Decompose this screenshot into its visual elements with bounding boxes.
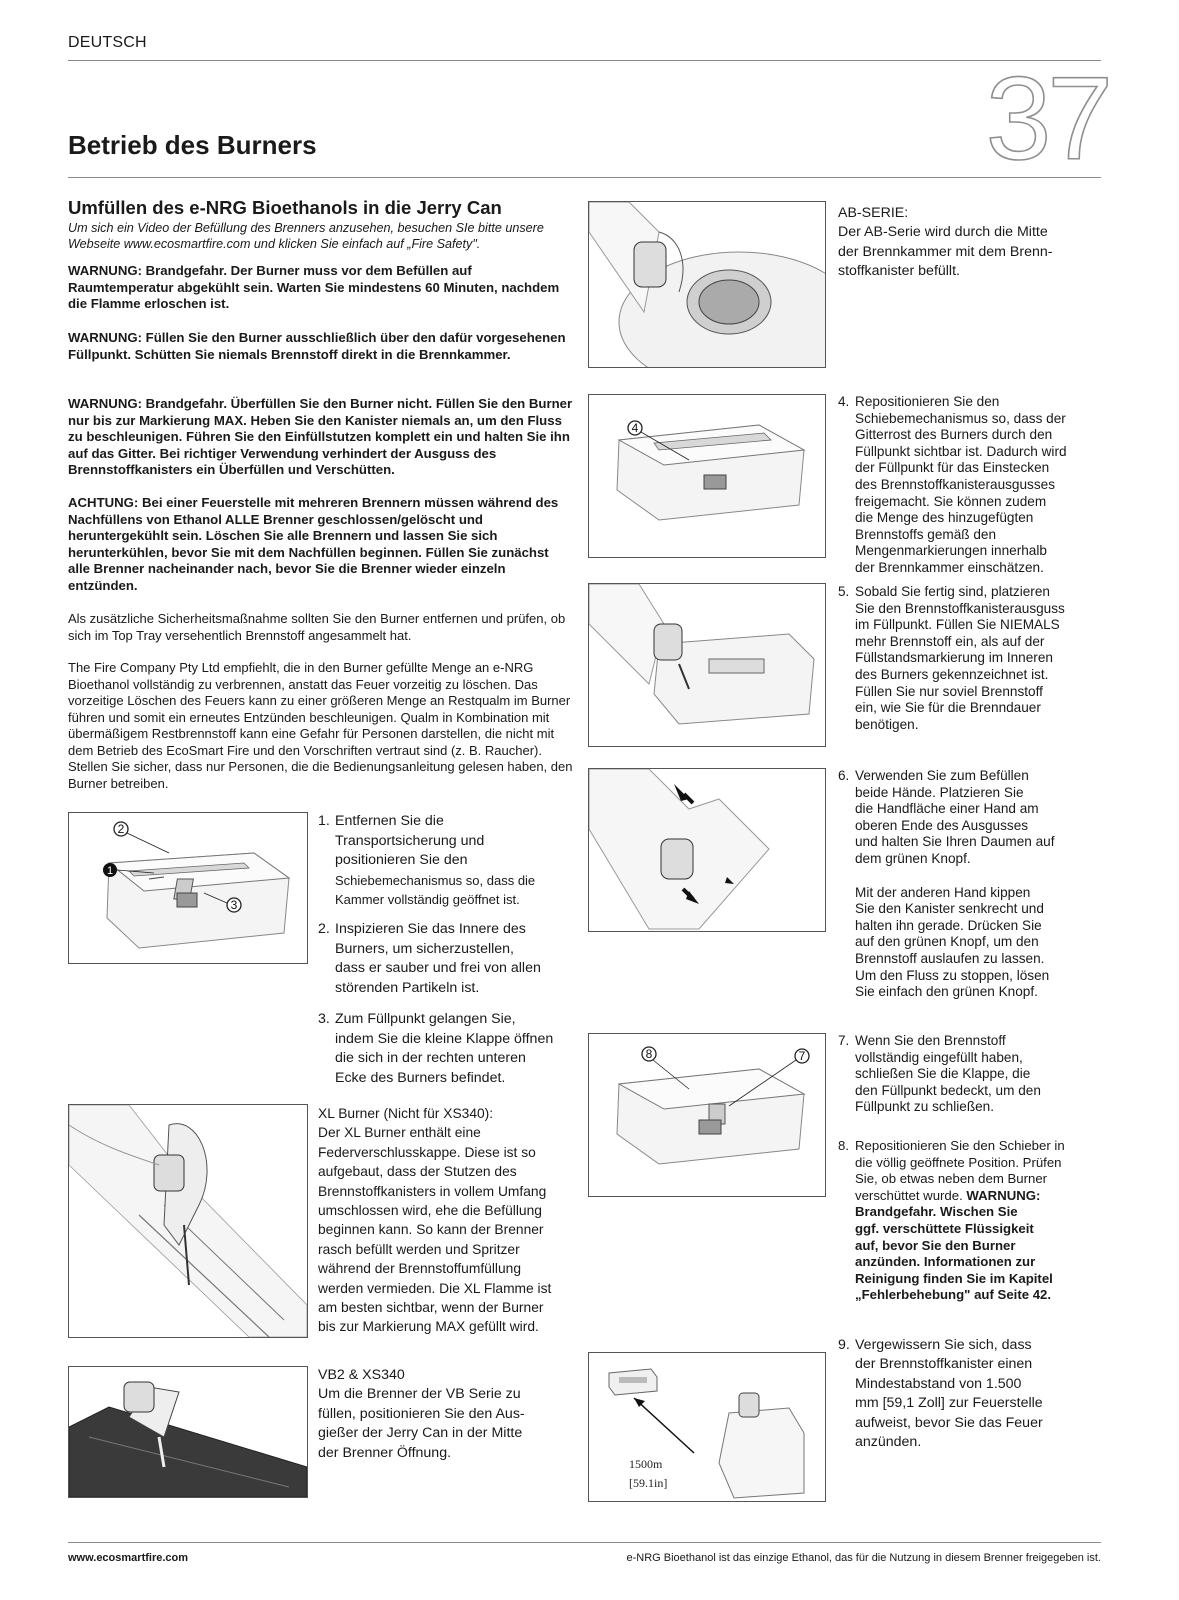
figure-step-6 [588, 768, 826, 932]
step-9: 9. Vergewissern Sie sich, dass der Brennstoffkanister einen Mindestabstand von 1.500 mm [59,1 Zoll] zur Feuerstelle aufweist, bevor Sie das Feuer anzünden. [838, 1337, 1043, 1451]
svg-text:7: 7 [798, 1049, 806, 1063]
paragraph-recommendation: The Fire Company Pty Ltd empfiehlt, die in den Burner gefüllte Menge an e-NRG Bioethanol vollständig zu verbrennen, anstatt das Feuer vorzeitig zu löschen. Das vorzeitige Löschen des Feuers kann zu einer größeren Menge an Restqualm im Burner führen und somit ein erneutes Entzünden beschleunigen. Qualm in Kombination mit übermäßigem Restbrennstoff kann eine Gefahr für Personen darstellen, die nicht mit dem Betrieb des EcoSmart Fire und den Vorschriften vertraut sind (z. B. Raucher). Stellen Sie sicher, dass nur Personen, die die Bedienungsanleitung gelesen haben, den Burner betreiben. [68, 660, 573, 791]
header-rule [68, 60, 1101, 61]
warning-1: WARNUNG: Brandgefahr. Der Burner muss vor dem Befüllen auf Raumtemperatur abgekühlt sein. Warten Sie mindestens 60 Minuten, nachdem die Flamme erloschen ist. [68, 263, 560, 312]
step-1: 1. Entfernen Sie die Transportsicherung und positionieren Sie den Schiebemechanismus so, dass die Kammer vollständig geöffnet ist. [318, 813, 536, 907]
figure-vb2 [68, 1366, 308, 1498]
svg-text:3: 3 [230, 898, 238, 912]
intro-text: Um sich ein Video der Befüllung des Brenners anzusehen, besuchen SIe bitte unsere Webseite www.ecosmartfire.com und klicken Sie einfach auf „Fire Safety". [68, 221, 544, 251]
figure-step-4 [588, 394, 826, 558]
step-3: 3. Zum Füllpunkt gelangen Sie, indem Sie die kleine Klappe öffnen die sich in der rechten unteren Ecke des Burners befindet. [318, 1011, 554, 1086]
badge-4 [628, 421, 642, 435]
badge-7 [795, 1049, 809, 1063]
svg-text:4: 4 [631, 421, 639, 435]
step-6: 6. Verwenden Sie zum Befüllen beide Hände. Platzieren Sie die Handfläche einer Hand am oberen Ende des Ausgusses und halten Sie Ihren Daumen auf dem grünen Knopf. Mit der anderen Hand kippen Sie den Kanister senkrecht und halten ihn gerade. Drücken Sie auf den grünen Knopf, um den Brennstoff auslaufen zu lassen. Um den Fluss zu stoppen, lösen Sie einfach den grünen Knopf. [838, 768, 1055, 1000]
svg-text:1: 1 [106, 865, 114, 877]
caution-multi-burner: ACHTUNG: Bei einer Feuerstelle mit mehreren Brennern müssen während des Nachfüllens von Ethanol ALLE Brenner geschlossen/gelöscht und heruntergekühlt sein. Löschen Sie alle Brennern und lassen Sie sich herunterkühlen, bevor Sie mit dem Nachfüllen beginnen. Füllen Sie zunächst alle Brenner nacheinander nach, bevor Sie die Brenner wieder einzeln entzünden. [68, 495, 559, 593]
footer-website-link[interactable]: www.ecosmartfire.com [68, 1552, 189, 1564]
badge-3 [227, 898, 241, 912]
badge-8 [642, 1047, 656, 1061]
step-7: 7. Wenn Sie den Brennstoff vollständig eingefüllt haben, schließen Sie die Klappe, die den Füllpunkt bedeckt, um den Füllpunkt zu schließen. [838, 1033, 1041, 1115]
svg-text:2: 2 [117, 822, 125, 836]
page-title: Betrieb des Burners [68, 130, 317, 160]
ab-series-text: AB-SERIE: Der AB-Serie wird durch die Mitte der Brennkammer mit dem Brenn- stoffkanister befüllt. [838, 205, 1053, 280]
step-4: 4. Repositionieren Sie den Schiebemechanismus so, dass der Gitterrost des Burners durch den Füllpunkt sichtbar ist. Dadurch wird der Füllpunkt für das Einstecken des Brennstoffkanisterausgusses freigemacht. Sie können zudem die Menge des hinzugefügten Brennstoffs gemäß den Mengenmarkierungen innerhalb der Brennkammer einschätzen. [838, 394, 1067, 575]
step-2: 2. Inspizieren Sie das Innere des Burners, um sicherzustellen, dass er sauber und frei von allen störenden Partikeln ist. [318, 921, 541, 996]
distance-value-inches: [59.1in] [629, 1476, 668, 1490]
figure-step-9-distance [588, 1352, 826, 1502]
figure-xl-burner [68, 1104, 308, 1338]
badge-1 [103, 863, 117, 877]
language-label: DEUTSCH [68, 34, 147, 51]
distance-value: 1500m [629, 1457, 663, 1471]
title-rule [68, 177, 1101, 178]
svg-text:8: 8 [645, 1047, 653, 1061]
step-5: 5. Sobald Sie fertig sind, platzieren Sie den Brennstoffkanisterausguss im Füllpunkt. Füllen Sie NIEMALS mehr Brennstoff ein, als auf der Füllstandsmarkierung im Inneren des Burners gekennzeichnet ist. Füllen Sie nur soviel Brennstoff ein, wie Sie für die Brenndauer benötigen. [838, 584, 1065, 732]
footer-rule [68, 1542, 1101, 1543]
paragraph-safety: Als zusätzliche Sicherheitsmaßnahme sollten Sie den Burner entfernen und prüfen, ob sich im Top Tray versehentlich Brennstoff angesammelt hat. [68, 611, 566, 643]
warning-2: WARNUNG: Füllen Sie den Burner ausschließlich über den dafür vorgesehenen Füllpunkt. Schütten Sie niemals Brennstoff direkt in die Brennkammer. [68, 330, 566, 362]
figure-step-7-8 [588, 1033, 826, 1197]
figure-burner-overview [68, 812, 308, 964]
step-8: 8. Repositionieren Sie den Schieber in die völlig geöffnete Position. Prüfen Sie, ob etwas neben dem Burner verschüttet wurde. WARNUNG: Brandgefahr. Wischen Sie ggf. verschüttete Flüssigkeit auf, bevor Sie den Burner anzünden. Informationen zur Reinigung finden Sie im Kapitel „Fehlerbehebung" auf Seite 42. [838, 1138, 1065, 1303]
footer-note: e-NRG Bioethanol ist das einzige Ethanol, das für die Nutzung in diesem Brenner freigegeben ist. [626, 1552, 1101, 1564]
figure-step-5 [588, 583, 826, 747]
xl-burner-text: XL Burner (Nicht für XS340): Der XL Burner enthält eine Federverschlusskappe. Diese ist so aufgebaut, dass der Stutzen des Brennstoffkanisters in vollem Umfang umschlossen wird, ehe die Befüllung beginnen kann. So kann der Brenner rasch befüllt werden und Spritzer während der Brennstoffumfüllung werden vermieden. Die XL Flamme ist am besten sichtbar, wenn der Burner bis zur Markierung MAX gefüllt wird. [318, 1106, 552, 1335]
vb2-text: VB2 & XS340 Um die Brenner der VB Serie zu füllen, positionieren Sie den Aus- gießer der Jerry Can in der Mitte der Brenner Öffnung. [318, 1367, 525, 1461]
badge-2 [114, 822, 128, 836]
section-heading: Umfüllen des e-NRG Bioethanols in die Jerry Can [68, 197, 502, 218]
figure-ab-series [588, 201, 826, 368]
warning-3: WARNUNG: Brandgefahr. Überfüllen Sie den Burner nicht. Füllen Sie den Burner nur bis zur Markierung MAX. Heben Sie den Kanister niemals an, um den Fluss zu beschleunigen. Führen Sie den Einfüllstutzen komplett ein und halten Sie ihn auf das Gitter. Bei richtiger Verwendung verhindert der Ausguss des Brennstoffkanisters ein Überfüllen und Verschütten. [68, 396, 573, 478]
page-number: 37 [985, 53, 1109, 185]
